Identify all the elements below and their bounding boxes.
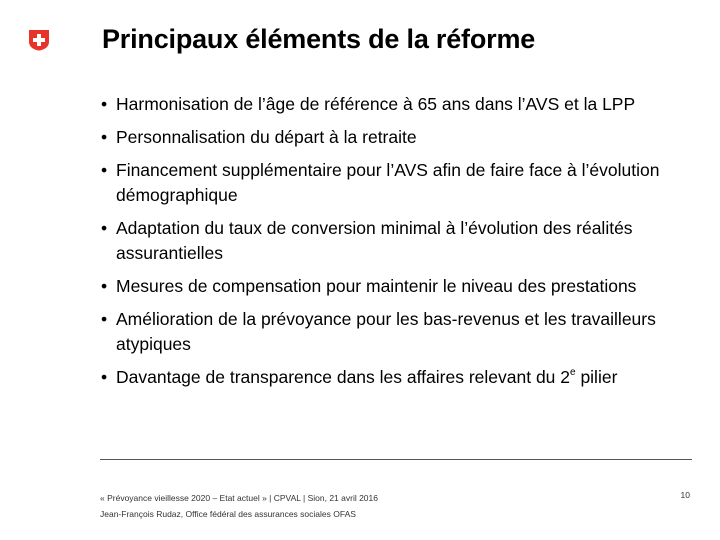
- bullet-text: Amélioration de la prévoyance pour les bas-revenus et les travailleurs atypiques: [116, 309, 656, 354]
- bullet-text-after: pilier: [575, 367, 618, 387]
- bullet-text: Financement supplémentaire pour l’AVS afin de faire face à l’évolution démographique: [116, 160, 660, 205]
- bullet-text: Mesures de compensation pour maintenir le niveau des prestations: [116, 276, 637, 296]
- list-item: [101, 307, 701, 357]
- list-item: [101, 92, 701, 117]
- list-item: [101, 365, 701, 390]
- bullet-text: [116, 367, 617, 387]
- footer-line-event: « Prévoyance vieillesse 2020 – Etat actuel » | CPVAL | Sion, 21 avril 2016: [100, 493, 378, 503]
- bullet-marker: •: [101, 276, 108, 296]
- list-item: [101, 216, 701, 266]
- bullet-marker: •: [101, 160, 108, 180]
- footer: [100, 490, 378, 522]
- bullet-marker: •: [101, 94, 108, 114]
- list-item: [101, 125, 701, 150]
- bullet-marker: •: [101, 218, 108, 238]
- footer-line-author: Jean-François Rudaz, Office fédéral des assurances sociales OFAS: [100, 509, 356, 519]
- bullet-marker: •: [101, 309, 108, 329]
- bullet-text: Harmonisation de l’âge de référence à 65 ans dans l’AVS et la LPP: [116, 94, 636, 114]
- bullet-text-before: Davantage de transparence dans les affaires relevant du 2: [116, 367, 571, 387]
- bullet-list: [101, 92, 701, 398]
- bullet-text: Personnalisation du départ à la retraite: [116, 127, 417, 147]
- ordinal-superscript: e: [570, 367, 576, 378]
- footer-divider: [100, 459, 692, 460]
- swiss-cross-logo: [28, 29, 50, 51]
- bullet-marker: •: [101, 367, 108, 387]
- page-number: 10: [680, 490, 690, 500]
- bullet-text: Adaptation du taux de conversion minimal à l’évolution des réalités assurantielles: [116, 218, 633, 263]
- page-title: Principaux éléments de la réforme: [102, 24, 536, 54]
- bullet-marker: •: [101, 127, 108, 147]
- list-item: [101, 274, 701, 299]
- list-item: [101, 158, 701, 208]
